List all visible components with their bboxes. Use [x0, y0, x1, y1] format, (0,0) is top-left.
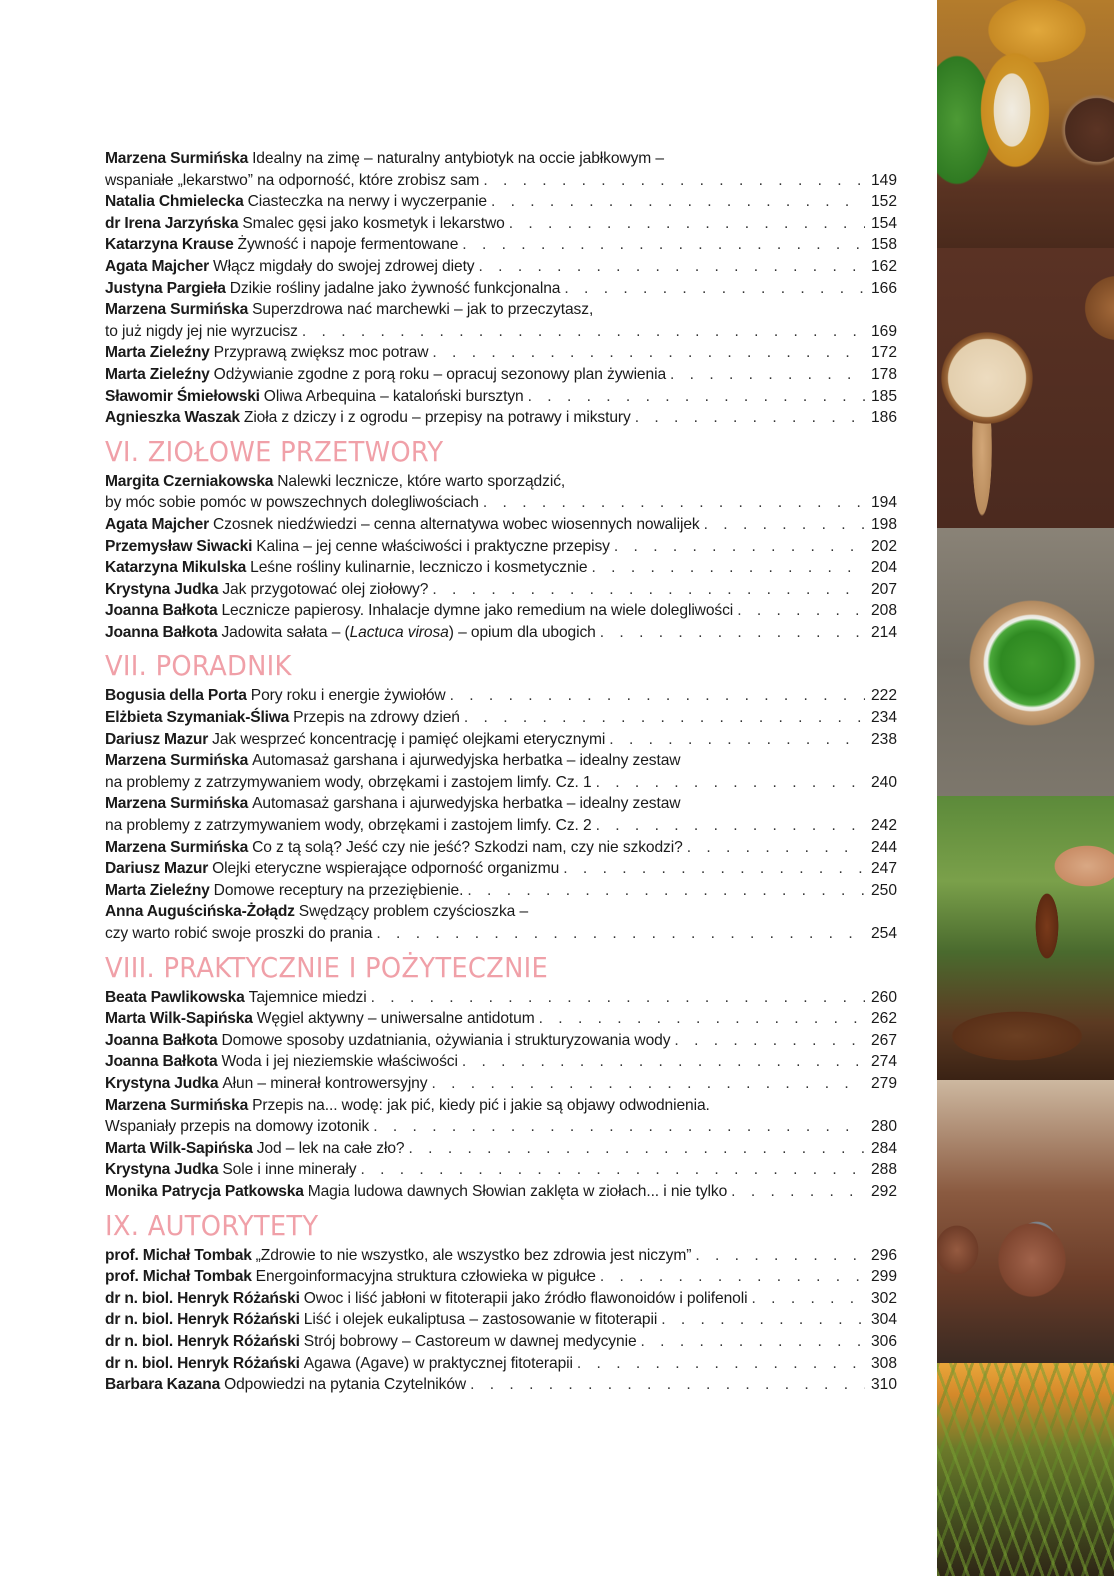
- article-title: na problemy z zatrzymywaniem wody, obrzękami i zastojem limfy. Cz. 1: [105, 773, 592, 791]
- page-number: 169: [870, 322, 897, 340]
- toc-entry-line: [105, 1116, 897, 1138]
- author-name: Margita Czerniakowska: [105, 472, 274, 490]
- toc-entry-line: [105, 1008, 897, 1030]
- article-title: Zioła z dziczy i z ogrodu – przepisy na potrawy i mikstury: [243, 409, 631, 427]
- page-number: 238: [870, 730, 897, 748]
- author-name: Dariusz Mazur: [105, 860, 209, 878]
- article-title: Swędzący problem czyścioszka –: [298, 903, 529, 921]
- toc-entry-line: [105, 685, 897, 707]
- toc-entry-line: [105, 1331, 897, 1353]
- toc-entry-line: [105, 213, 897, 235]
- article-title: Sole i inne minerały: [222, 1161, 357, 1179]
- toc-entry-line: [105, 750, 897, 772]
- dot-leader: [635, 407, 865, 429]
- page-number: 247: [870, 860, 897, 878]
- article-title: Jak przygotować olej ziołowy?: [222, 580, 429, 598]
- toc-entry-line: [105, 600, 897, 622]
- page-number: 234: [870, 709, 897, 727]
- dot-leader: [509, 213, 865, 235]
- toc-entry-line: [105, 256, 897, 278]
- article-title: Domowe sposoby uzdatniania, ożywiania i strukturyzowania wody: [221, 1031, 671, 1049]
- section-heading: IX. AUTORYTETY: [105, 1208, 319, 1242]
- toc-entry-line: [105, 1374, 897, 1396]
- article-title: „Zdrowie to nie wszystko, ale wszystko bez zdrowia jest niczym”: [255, 1246, 692, 1264]
- page-number: 280: [870, 1118, 897, 1136]
- dot-leader: [491, 191, 865, 213]
- page-number: 208: [870, 602, 897, 620]
- toc-entry-line: [105, 987, 897, 1009]
- author-name: Monika Patrycja Patkowska: [105, 1182, 304, 1200]
- author-name: Marzena Surmińska: [105, 752, 249, 770]
- page-number: 166: [870, 279, 897, 297]
- article-title: Owoc i liść jabłoni w fitoterapii jako źródło flawonoidów i polifenoli: [303, 1289, 748, 1307]
- toc-entry[interactable]: [105, 685, 897, 707]
- toc-entry-line: [105, 1353, 897, 1375]
- author-name: Marta Zieleźny: [105, 881, 210, 899]
- toc-entry[interactable]: [105, 407, 897, 429]
- dot-leader: [409, 1138, 866, 1160]
- author-name: Bogusia della Porta: [105, 687, 247, 705]
- toc-entry-line: [105, 1073, 897, 1095]
- article-title: Przyprawą zwiększ moc potraw: [213, 344, 429, 362]
- page-number: 207: [870, 580, 897, 598]
- page-number: 284: [870, 1139, 897, 1157]
- page-number: 149: [870, 171, 897, 189]
- dot-leader: [751, 1288, 865, 1310]
- page-number: 222: [870, 687, 897, 705]
- toc-entry[interactable]: [105, 148, 897, 191]
- article-title: Superzdrowa nać marchewki – jak to przeczytasz,: [252, 301, 594, 319]
- dot-leader: [462, 1051, 865, 1073]
- article-title: Smalec gęsi jako kosmetyk i lekarstwo: [242, 214, 505, 232]
- section-heading: VII. PORADNIK: [105, 649, 292, 683]
- toc-entry[interactable]: [105, 278, 897, 300]
- dot-leader: [596, 815, 865, 837]
- dot-leader: [464, 707, 865, 729]
- italic-term: Lactuca virosa: [349, 623, 449, 641]
- author-name: Joanna Bałkota: [105, 1031, 218, 1049]
- toc-entry[interactable]: [105, 471, 897, 514]
- copper-pots-photo: [937, 1080, 1114, 1363]
- dot-leader: [462, 234, 865, 256]
- toc-entry-line: [105, 1138, 897, 1160]
- article-title: Agawa (Agave) w praktycznej fitoterapii: [303, 1354, 573, 1372]
- article-title: Jadowita sałata – (Lactuca virosa) – opium dla ubogich: [221, 623, 596, 641]
- article-title: Lecznicze papierosy. Inhalacje dymne jako remedium na wiele dolegliwości: [221, 602, 734, 620]
- author-name: Justyna Pargieła: [105, 279, 226, 297]
- dot-leader: [695, 1245, 865, 1267]
- article-title: Dzikie rośliny jadalne jako żywność funkcjonalna: [229, 279, 561, 297]
- dot-leader: [596, 772, 865, 794]
- article-title: Jod – lek na całe zło?: [256, 1139, 405, 1157]
- toc-entry-line: [105, 191, 897, 213]
- dot-leader: [483, 170, 865, 192]
- toc-entry-line: [105, 234, 897, 256]
- author-name: Natalia Chmielecka: [105, 193, 244, 211]
- dot-leader: [432, 342, 865, 364]
- toc-entry[interactable]: [105, 750, 897, 793]
- page-number: 244: [870, 838, 897, 856]
- dot-leader: [539, 1008, 865, 1030]
- article-title: Olejki eteryczne wspierające odporność organizmu: [212, 860, 560, 878]
- author-name: Agata Majcher: [105, 515, 209, 533]
- toc-entry[interactable]: [105, 191, 897, 213]
- toc-entry-line: [105, 1159, 897, 1181]
- author-name: Anna Auguścińska-Żołądz: [105, 903, 295, 921]
- page-number: 288: [870, 1161, 897, 1179]
- toc-entry[interactable]: [105, 386, 897, 408]
- dot-leader: [302, 321, 865, 343]
- toc-entry[interactable]: [105, 837, 897, 859]
- toc-entry-line: [105, 729, 897, 751]
- herbs-photo: [937, 528, 1114, 796]
- toc-entry-line: [105, 793, 897, 815]
- toc-entry-line: [105, 492, 897, 514]
- author-name: Krystyna Judka: [105, 580, 219, 598]
- page-number: 292: [870, 1182, 897, 1200]
- toc-entry[interactable]: [105, 1073, 897, 1095]
- page-number: 304: [870, 1311, 897, 1329]
- essential-oil-photo: [937, 796, 1114, 1080]
- toc-entry-line: [105, 815, 897, 837]
- page-number: 202: [870, 537, 897, 555]
- toc-entry[interactable]: [105, 1095, 897, 1138]
- article-title: Pory roku i energie żywiołów: [250, 687, 446, 705]
- article-title: wspaniałe „lekarstwo” na odporność, które zrobisz sam: [105, 171, 480, 189]
- section-heading: VIII. PRAKTYCZNIE I POŻYTECZNIE: [105, 950, 549, 984]
- page-number: 152: [870, 193, 897, 211]
- dot-leader: [600, 622, 865, 644]
- article-title: Wspaniały przepis na domowy izotonik: [105, 1118, 370, 1136]
- dot-leader: [592, 557, 866, 579]
- article-title: Idealny na zimę – naturalny antybiotyk na occie jabłkowym –: [252, 150, 664, 167]
- article-title: Odżywianie zgodne z porą roku – opracuj sezonowy plan żywienia: [213, 365, 667, 383]
- toc-entry[interactable]: [105, 1309, 897, 1331]
- article-title: Liść i olejek eukaliptusa – zastosowanie w fitoterapii: [303, 1311, 658, 1329]
- page-number: 162: [870, 257, 897, 275]
- page-number: 279: [870, 1074, 897, 1092]
- page-number: 260: [870, 988, 897, 1006]
- page-number: 250: [870, 881, 897, 899]
- dot-leader: [528, 386, 865, 408]
- article-title: Woda i jej nieziemskie właściwości: [221, 1053, 458, 1071]
- page-number: 267: [870, 1031, 897, 1049]
- dot-leader: [470, 1374, 865, 1396]
- author-name: Sławomir Śmiełowski: [105, 387, 260, 405]
- article-title: Węgiel aktywny – uniwersalne antidotum: [256, 1010, 535, 1028]
- toc-entry[interactable]: [105, 600, 897, 622]
- article-title: Tajemnice miedzi: [248, 988, 367, 1006]
- almond-photo: [937, 248, 1114, 528]
- page-number: 194: [870, 494, 897, 512]
- toc-entry[interactable]: [105, 729, 897, 751]
- toc-entry[interactable]: [105, 364, 897, 386]
- article-title: Domowe receptury na przeziębienie.: [213, 881, 464, 899]
- author-name: Marta Zieleźny: [105, 344, 210, 362]
- page-number: 262: [870, 1010, 897, 1028]
- toc-entry-line: [105, 536, 897, 558]
- author-name: Krystyna Judka: [105, 1161, 219, 1179]
- dot-leader: [661, 1309, 865, 1331]
- toc-entry-line: [105, 342, 897, 364]
- page-number: 308: [870, 1354, 897, 1372]
- toc-entry[interactable]: [105, 557, 897, 579]
- toc-entry[interactable]: [105, 514, 897, 536]
- toc-entry[interactable]: [105, 1353, 897, 1375]
- cocoa-photo: [937, 0, 1114, 248]
- article-title: to już nigdy jej nie wyrzucisz: [105, 322, 298, 340]
- author-name: Elżbieta Szymaniak-Śliwa: [105, 709, 290, 727]
- toc-entry-line: [105, 579, 897, 601]
- dot-leader: [431, 1073, 865, 1095]
- dot-leader: [670, 364, 865, 386]
- toc-entry-line: [105, 772, 897, 794]
- author-name: Marzena Surmińska: [105, 301, 249, 319]
- article-title: by móc sobie pomóc w powszechnych dolegliwościach: [105, 494, 479, 512]
- toc-entry[interactable]: [105, 213, 897, 235]
- toc-entry[interactable]: [105, 1051, 897, 1073]
- article-title: Ciasteczka na nerwy i wyczerpanie: [247, 193, 487, 211]
- toc-entry-line: [105, 170, 897, 192]
- dot-leader: [564, 278, 865, 300]
- dot-leader: [614, 536, 865, 558]
- article-title: Czosnek niedźwiedzi – cenna alternatywa wobec wiosennych nowalijek: [213, 515, 700, 533]
- toc-entry[interactable]: [105, 1181, 897, 1203]
- article-title: Odpowiedzi na pytania Czytelników: [224, 1376, 467, 1394]
- dot-leader: [479, 256, 866, 278]
- dot-leader: [674, 1030, 865, 1052]
- page-number: 240: [870, 773, 897, 791]
- article-title: Włącz migdały do swojej zdrowej diety: [213, 257, 475, 275]
- dot-leader: [641, 1331, 865, 1353]
- author-name: Dariusz Mazur: [105, 730, 209, 748]
- page-number: 306: [870, 1332, 897, 1350]
- dot-leader: [563, 858, 865, 880]
- author-name: dr n. biol. Henryk Różański: [105, 1354, 300, 1372]
- author-name: Agnieszka Waszak: [105, 409, 240, 427]
- toc-entry-line: [105, 622, 897, 644]
- toc-entry[interactable]: [105, 707, 897, 729]
- toc-entry[interactable]: [105, 1266, 897, 1288]
- article-title: Automasaż garshana i ajurwedyjska herbatka – idealny zestaw: [252, 752, 681, 770]
- toc-entry-line: [105, 837, 897, 859]
- page-number: 302: [870, 1289, 897, 1307]
- toc-entry[interactable]: [105, 1331, 897, 1353]
- page-number: 186: [870, 409, 897, 427]
- toc-entry-line: [105, 923, 897, 945]
- page-number: 158: [870, 236, 897, 254]
- page-number: 154: [870, 214, 897, 232]
- author-name: Krystyna Judka: [105, 1074, 219, 1092]
- dot-leader: [737, 600, 865, 622]
- dot-leader: [731, 1181, 865, 1203]
- article-title: Jak wesprzeć koncentrację i pamięć olejkami eterycznymi: [212, 730, 606, 748]
- author-name: dr n. biol. Henryk Różański: [105, 1289, 300, 1307]
- page-number: 242: [870, 817, 897, 835]
- toc-entry[interactable]: [105, 1288, 897, 1310]
- page-number: 178: [870, 365, 897, 383]
- toc-entry[interactable]: [105, 622, 897, 644]
- toc-entry-line: [105, 1309, 897, 1331]
- toc-entry-line: [105, 364, 897, 386]
- article-title: Nalewki lecznicze, które warto sporządzić,: [277, 472, 566, 490]
- toc-entry[interactable]: [105, 1245, 897, 1267]
- article-title: Strój bobrowy – Castoreum w dawnej medycynie: [303, 1332, 637, 1350]
- toc-entry[interactable]: [105, 256, 897, 278]
- toc-entry[interactable]: [105, 901, 897, 944]
- toc-entry[interactable]: [105, 880, 897, 902]
- toc-entry-line: [105, 386, 897, 408]
- dot-leader: [376, 923, 865, 945]
- article-title: na problemy z zatrzymywaniem wody, obrzękami i zastojem limfy. Cz. 2: [105, 817, 592, 835]
- article-title: Przepis na... wodę: jak pić, kiedy pić i jakie są objawy odwodnienia.: [252, 1096, 710, 1114]
- dot-leader: [373, 1116, 865, 1138]
- dot-leader: [467, 880, 865, 902]
- toc-entry-line: [105, 1181, 897, 1203]
- toc-entry[interactable]: [105, 234, 897, 256]
- author-name: Marta Wilk-Sapińska: [105, 1139, 253, 1157]
- dot-leader: [360, 1159, 865, 1181]
- dot-leader: [483, 492, 865, 514]
- author-name: Przemysław Siwacki: [105, 537, 253, 555]
- toc-entry-line: [105, 1051, 897, 1073]
- dot-leader: [577, 1353, 865, 1375]
- page-number: 310: [870, 1376, 897, 1394]
- toc-entry-line: [105, 1030, 897, 1052]
- page-number: 172: [870, 344, 897, 362]
- author-name: Agata Majcher: [105, 257, 209, 275]
- toc-entry[interactable]: [105, 342, 897, 364]
- toc-entry-line: [105, 1095, 897, 1117]
- agave-photo: [937, 1363, 1114, 1576]
- dot-leader: [600, 1266, 865, 1288]
- toc-entry-line: [105, 514, 897, 536]
- toc-entry-line: [105, 901, 897, 923]
- toc-entry-line: [105, 299, 897, 321]
- dot-leader: [450, 685, 865, 707]
- page-number: 214: [870, 623, 897, 641]
- toc-entry-line: [105, 1245, 897, 1267]
- author-name: Katarzyna Krause: [105, 236, 234, 254]
- toc-entry[interactable]: [105, 1374, 897, 1396]
- author-name: dr Irena Jarzyńska: [105, 214, 239, 232]
- author-name: Joanna Bałkota: [105, 602, 218, 620]
- section-heading: VI. ZIOŁOWE PRZETWORY: [105, 434, 444, 468]
- author-name: Marzena Surmińska: [105, 150, 249, 167]
- dot-leader: [609, 729, 865, 751]
- toc-entry[interactable]: [105, 1008, 897, 1030]
- toc-entry-line: [105, 407, 897, 429]
- page-number: 296: [870, 1246, 897, 1264]
- author-name: prof. Michał Tombak: [105, 1246, 252, 1264]
- author-name: Katarzyna Mikulska: [105, 559, 247, 577]
- toc-entry-line: [105, 707, 897, 729]
- article-title: Przepis na zdrowy dzień: [293, 709, 460, 727]
- toc-entry-line: [105, 148, 897, 170]
- toc-entry[interactable]: [105, 793, 897, 836]
- toc-entry-line: [105, 278, 897, 300]
- dot-leader: [687, 837, 865, 859]
- toc-entry-line: [105, 557, 897, 579]
- toc-entry[interactable]: [105, 1030, 897, 1052]
- author-name: Barbara Kazana: [105, 1376, 221, 1394]
- toc-entry[interactable]: [105, 858, 897, 880]
- author-name: Marzena Surmińska: [105, 1096, 249, 1114]
- page-number: 299: [870, 1268, 897, 1286]
- toc-entry-line: [105, 858, 897, 880]
- article-title: Co z tą solą? Jeść czy nie jeść? Szkodzi nam, czy nie szkodzi?: [252, 838, 683, 856]
- toc-entry-line: [105, 880, 897, 902]
- author-name: Marzena Surmińska: [105, 838, 249, 856]
- author-name: Marzena Surmińska: [105, 795, 249, 813]
- author-name: prof. Michał Tombak: [105, 1268, 252, 1286]
- dot-leader: [704, 514, 865, 536]
- author-name: Beata Pawlikowska: [105, 988, 245, 1006]
- toc-entry-line: [105, 321, 897, 343]
- author-name: dr n. biol. Henryk Różański: [105, 1332, 300, 1350]
- article-title: Kalina – jej cenne właściwości i praktyczne przepisy: [256, 537, 610, 555]
- toc-entry[interactable]: [105, 987, 897, 1009]
- table-of-contents: [105, 148, 897, 1396]
- article-title: czy warto robić swoje proszki do prania: [105, 925, 373, 942]
- author-name: dr n. biol. Henryk Różański: [105, 1311, 300, 1329]
- author-name: Joanna Bałkota: [105, 623, 218, 641]
- dot-leader: [432, 579, 865, 601]
- toc-entry-line: [105, 1288, 897, 1310]
- toc-entry[interactable]: [105, 1159, 897, 1181]
- author-name: Marta Zieleźny: [105, 365, 210, 383]
- article-title: Oliwa Arbequina – kataloński bursztyn: [263, 387, 524, 405]
- toc-entry[interactable]: [105, 536, 897, 558]
- page-number: 254: [870, 925, 897, 942]
- toc-entry[interactable]: [105, 579, 897, 601]
- page-number: 185: [870, 387, 897, 405]
- page-number: 204: [870, 559, 897, 577]
- article-title: Energoinformacyjna struktura człowieka w pigułce: [255, 1268, 596, 1286]
- toc-entry[interactable]: [105, 1138, 897, 1160]
- dot-leader: [371, 987, 865, 1009]
- article-title: Leśne rośliny kulinarnie, leczniczo i kosmetycznie: [250, 559, 588, 577]
- author-name: Marta Wilk-Sapińska: [105, 1010, 253, 1028]
- toc-entry-line: [105, 1266, 897, 1288]
- toc-entry-line: [105, 471, 897, 493]
- page-number: 198: [870, 515, 897, 533]
- article-title: Żywność i napoje fermentowane: [237, 236, 459, 254]
- toc-entry[interactable]: [105, 299, 897, 342]
- author-name: Joanna Bałkota: [105, 1053, 218, 1071]
- article-title: Magia ludowa dawnych Słowian zaklęta w ziołach... i nie tylko: [307, 1182, 728, 1200]
- photo-strip: [937, 0, 1114, 1576]
- article-title: Automasaż garshana i ajurwedyjska herbatka – idealny zestaw: [252, 795, 681, 813]
- page-number: 274: [870, 1053, 897, 1071]
- article-title: Ałun – minerał kontrowersyjny: [222, 1074, 428, 1092]
